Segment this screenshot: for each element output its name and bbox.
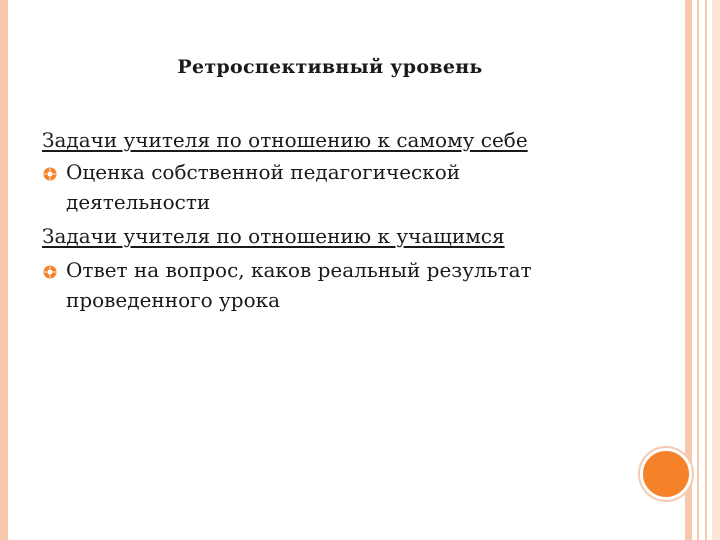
section-heading: Задачи учителя по отношению к самому себе (42, 128, 528, 152)
section-heading: Задачи учителя по отношению к учащимся (42, 224, 505, 248)
decorative-orange-circle (640, 448, 692, 500)
bullet-text-continued: деятельности (66, 190, 211, 214)
sun-bullet-icon (42, 264, 58, 280)
left-frame-stripe (0, 0, 8, 540)
slide-title: Ретроспективный уровень (177, 56, 483, 78)
bullet-text-continued: проведенного урока (66, 288, 281, 312)
sun-bullet-icon (42, 166, 58, 182)
bullet-text: Оценка собственной педагогической (66, 160, 461, 184)
right-frame-edge (712, 0, 720, 540)
right-frame-line (697, 0, 699, 540)
bullet-text: Ответ на вопрос, каков реальный результат (66, 258, 532, 282)
right-frame-line (705, 0, 707, 540)
